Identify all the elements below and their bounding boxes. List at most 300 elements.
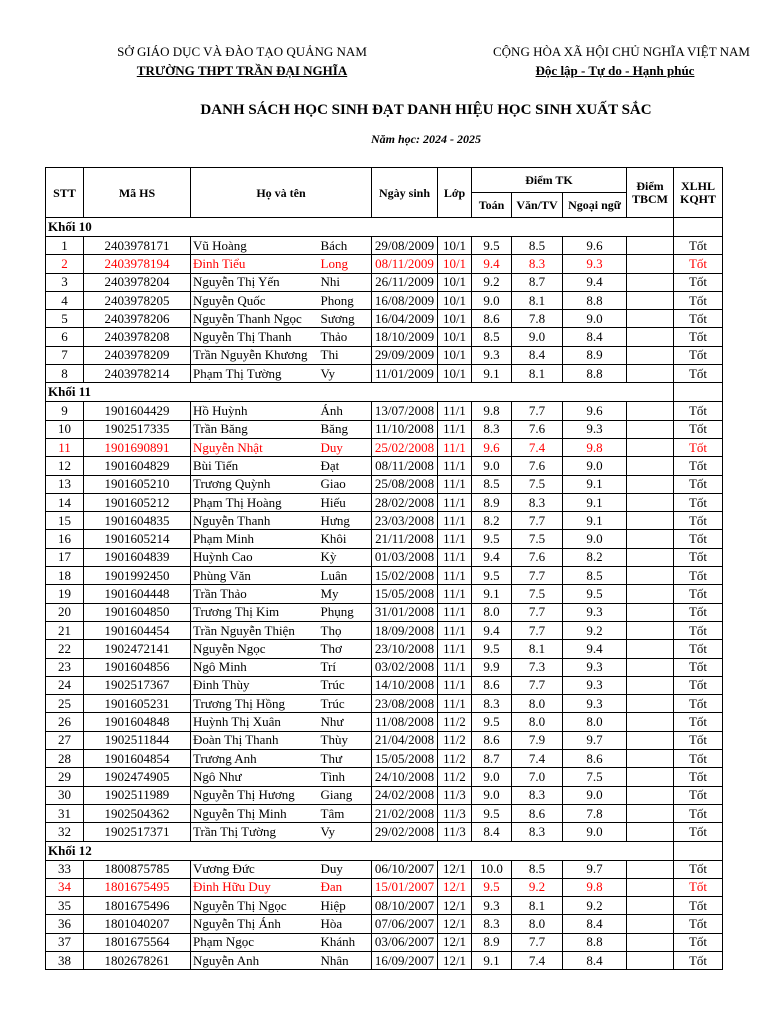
cell-stt: 9	[46, 402, 84, 420]
cell-diem-tbcm	[627, 676, 674, 694]
table-row	[46, 750, 723, 768]
cell-ten: Đạt	[319, 457, 372, 475]
cell-ten: Kỳ	[319, 548, 372, 566]
cell-xlhl: Tốt	[674, 768, 723, 786]
col-xlhl	[674, 168, 723, 218]
cell-ho-dem: Đoàn Thị Thanh	[191, 731, 319, 749]
cell-xlhl: Tốt	[674, 951, 723, 969]
cell-toan: 8.5	[472, 475, 512, 493]
table-row	[46, 897, 723, 915]
cell-ten: Luân	[319, 567, 372, 585]
cell-ngay-sinh: 29/02/2008	[372, 823, 438, 841]
cell-ho-dem: Trần Thị Tường	[191, 823, 319, 841]
cell-diem-tbcm	[627, 786, 674, 804]
cell-van: 7.6	[512, 420, 563, 438]
cell-van: 7.7	[512, 676, 563, 694]
cell-ho-dem: Trương Thị Kim	[191, 603, 319, 621]
cell-ngay-sinh: 07/06/2007	[372, 915, 438, 933]
cell-stt: 11	[46, 438, 84, 456]
cell-ngay-sinh: 14/10/2008	[372, 676, 438, 694]
cell-xlhl: Tốt	[674, 255, 723, 273]
cell-ten: Bách	[319, 237, 372, 255]
cell-van: 8.3	[512, 493, 563, 511]
cell-ten: Phụng	[319, 603, 372, 621]
cell-ho-dem: Ngô Minh	[191, 658, 319, 676]
table-row	[46, 530, 723, 548]
table-row	[46, 878, 723, 896]
cell-ten: Băng	[319, 420, 372, 438]
cell-toan: 9.1	[472, 365, 512, 383]
cell-ho-dem: Ngô Như	[191, 768, 319, 786]
table-body	[46, 218, 723, 970]
cell-xlhl: Tốt	[674, 878, 723, 896]
grade-label-filler	[674, 841, 723, 860]
cell-lop: 11/1	[438, 438, 472, 456]
cell-stt: 35	[46, 897, 84, 915]
cell-lop: 11/1	[438, 548, 472, 566]
cell-lop: 11/1	[438, 475, 472, 493]
table-row	[46, 658, 723, 676]
cell-ma-hs: 1801675564	[84, 933, 191, 951]
cell-ma-hs: 1801040207	[84, 915, 191, 933]
table-row	[46, 585, 723, 603]
cell-stt: 38	[46, 951, 84, 969]
cell-toan: 8.6	[472, 731, 512, 749]
col-xlhl-line1: XLHL	[680, 178, 715, 193]
cell-ten: Phong	[319, 291, 372, 309]
table-row	[46, 291, 723, 309]
table-row	[46, 273, 723, 291]
cell-ngay-sinh: 18/09/2008	[372, 621, 438, 639]
cell-lop: 11/2	[438, 750, 472, 768]
table-row	[46, 731, 723, 749]
cell-ten: Long	[319, 255, 372, 273]
cell-lop: 11/1	[438, 420, 472, 438]
cell-ngay-sinh: 21/02/2008	[372, 804, 438, 822]
cell-ho-dem: Vương Đức	[191, 860, 319, 878]
cell-ngay-sinh: 25/02/2008	[372, 438, 438, 456]
cell-ngay-sinh: 01/03/2008	[372, 548, 438, 566]
cell-lop: 10/1	[438, 310, 472, 328]
cell-xlhl: Tốt	[674, 823, 723, 841]
table-row	[46, 548, 723, 566]
cell-van: 8.6	[512, 804, 563, 822]
cell-stt: 21	[46, 621, 84, 639]
cell-ngoai-ngu: 8.8	[563, 365, 627, 383]
cell-diem-tbcm	[627, 731, 674, 749]
col-xlhl-line2: KQHT	[679, 191, 716, 206]
cell-stt: 16	[46, 530, 84, 548]
cell-van: 7.7	[512, 402, 563, 420]
cell-van: 8.7	[512, 273, 563, 291]
cell-ngay-sinh: 03/02/2008	[372, 658, 438, 676]
cell-ho-dem: Trương Thị Hồng	[191, 695, 319, 713]
cell-ma-hs: 2403978171	[84, 237, 191, 255]
cell-ho-dem: Nguyễn Anh	[191, 951, 319, 969]
cell-ten: Đan	[319, 878, 372, 896]
cell-xlhl: Tốt	[674, 786, 723, 804]
cell-toan: 9.3	[472, 897, 512, 915]
cell-ngoai-ngu: 9.8	[563, 438, 627, 456]
cell-diem-tbcm	[627, 346, 674, 364]
cell-diem-tbcm	[627, 823, 674, 841]
cell-ten: Vy	[319, 365, 372, 383]
cell-ngoai-ngu: 9.6	[563, 237, 627, 255]
cell-xlhl: Tốt	[674, 457, 723, 475]
cell-ma-hs: 1902472141	[84, 640, 191, 658]
cell-lop: 12/1	[438, 951, 472, 969]
cell-ho-dem: Bùi Tiến	[191, 457, 319, 475]
cell-ma-hs: 1902517335	[84, 420, 191, 438]
col-ho-ten: Họ và tên	[191, 168, 372, 218]
col-lop: Lớp	[438, 168, 472, 218]
cell-diem-tbcm	[627, 621, 674, 639]
cell-xlhl: Tốt	[674, 804, 723, 822]
cell-van: 7.6	[512, 548, 563, 566]
cell-ho-dem: Đinh Thùy	[191, 676, 319, 694]
table-header	[46, 168, 723, 218]
cell-xlhl: Tốt	[674, 328, 723, 346]
cell-van: 8.1	[512, 897, 563, 915]
col-stt: STT	[46, 168, 84, 218]
cell-van: 7.9	[512, 731, 563, 749]
cell-ma-hs: 1901604448	[84, 585, 191, 603]
cell-stt: 14	[46, 493, 84, 511]
cell-van: 8.0	[512, 695, 563, 713]
cell-xlhl: Tốt	[674, 695, 723, 713]
cell-ma-hs: 1902474905	[84, 768, 191, 786]
cell-diem-tbcm	[627, 365, 674, 383]
cell-van: 9.0	[512, 328, 563, 346]
cell-diem-tbcm	[627, 512, 674, 530]
cell-ngoai-ngu: 8.6	[563, 750, 627, 768]
cell-ho-dem: Phạm Thị Hoàng	[191, 493, 319, 511]
cell-ngay-sinh: 18/10/2009	[372, 328, 438, 346]
cell-toan: 9.0	[472, 786, 512, 804]
cell-lop: 11/1	[438, 567, 472, 585]
cell-ngay-sinh: 11/01/2009	[372, 365, 438, 383]
cell-diem-tbcm	[627, 530, 674, 548]
cell-ngay-sinh: 13/07/2008	[372, 402, 438, 420]
cell-ngoai-ngu: 9.8	[563, 878, 627, 896]
cell-ma-hs: 2403978194	[84, 255, 191, 273]
cell-lop: 11/1	[438, 493, 472, 511]
cell-diem-tbcm	[627, 402, 674, 420]
cell-stt: 31	[46, 804, 84, 822]
cell-xlhl: Tốt	[674, 493, 723, 511]
cell-xlhl: Tốt	[674, 731, 723, 749]
table-row	[46, 346, 723, 364]
cell-stt: 24	[46, 676, 84, 694]
table-row	[46, 310, 723, 328]
cell-lop: 10/1	[438, 255, 472, 273]
cell-van: 8.3	[512, 823, 563, 841]
cell-diem-tbcm	[627, 291, 674, 309]
cell-ngoai-ngu: 9.3	[563, 420, 627, 438]
cell-ngoai-ngu: 8.4	[563, 328, 627, 346]
cell-xlhl: Tốt	[674, 860, 723, 878]
cell-ngoai-ngu: 8.9	[563, 346, 627, 364]
cell-ten: Hiếu	[319, 493, 372, 511]
cell-ngoai-ngu: 8.0	[563, 713, 627, 731]
cell-xlhl: Tốt	[674, 750, 723, 768]
table-row	[46, 695, 723, 713]
table-row	[46, 713, 723, 731]
cell-ngoai-ngu: 9.3	[563, 695, 627, 713]
cell-diem-tbcm	[627, 640, 674, 658]
table-row	[46, 512, 723, 530]
grade-group-row	[46, 383, 723, 402]
cell-xlhl: Tốt	[674, 402, 723, 420]
cell-van: 8.5	[512, 860, 563, 878]
cell-ma-hs: 1901604835	[84, 512, 191, 530]
cell-stt: 20	[46, 603, 84, 621]
cell-lop: 11/3	[438, 823, 472, 841]
cell-stt: 8	[46, 365, 84, 383]
cell-diem-tbcm	[627, 420, 674, 438]
cell-ngay-sinh: 08/11/2008	[372, 457, 438, 475]
cell-lop: 11/1	[438, 457, 472, 475]
cell-stt: 15	[46, 512, 84, 530]
cell-toan: 8.3	[472, 695, 512, 713]
cell-xlhl: Tốt	[674, 291, 723, 309]
cell-toan: 9.5	[472, 567, 512, 585]
table-row	[46, 402, 723, 420]
cell-xlhl: Tốt	[674, 585, 723, 603]
national-motto	[490, 63, 740, 79]
cell-ho-dem: Hồ Huỳnh	[191, 402, 319, 420]
cell-xlhl: Tốt	[674, 237, 723, 255]
department-name: SỞ GIÁO DỤC VÀ ĐÀO TẠO QUẢNG NAM	[117, 44, 367, 59]
cell-ngoai-ngu: 9.4	[563, 640, 627, 658]
cell-ma-hs: 1901604848	[84, 713, 191, 731]
cell-ho-dem: Đinh Tiểu	[191, 255, 319, 273]
national-motto-text: Độc lập - Tự do - Hạnh phúc	[535, 63, 695, 78]
table-row	[46, 676, 723, 694]
cell-van: 7.8	[512, 310, 563, 328]
cell-ma-hs: 1800875785	[84, 860, 191, 878]
cell-lop: 11/1	[438, 695, 472, 713]
cell-ho-dem: Phạm Minh	[191, 530, 319, 548]
cell-xlhl: Tốt	[674, 897, 723, 915]
cell-ten: Khánh	[319, 933, 372, 951]
cell-stt: 26	[46, 713, 84, 731]
cell-toan: 8.7	[472, 750, 512, 768]
cell-stt: 30	[46, 786, 84, 804]
cell-ten: Hòa	[319, 915, 372, 933]
grade-label-filler	[674, 383, 723, 402]
cell-ma-hs: 1901605210	[84, 475, 191, 493]
cell-toan: 8.9	[472, 493, 512, 511]
cell-xlhl: Tốt	[674, 475, 723, 493]
cell-diem-tbcm	[627, 603, 674, 621]
cell-toan: 8.5	[472, 328, 512, 346]
cell-xlhl: Tốt	[674, 420, 723, 438]
cell-ngoai-ngu: 7.8	[563, 804, 627, 822]
cell-diem-tbcm	[627, 475, 674, 493]
cell-ten: Nhi	[319, 273, 372, 291]
cell-diem-tbcm	[627, 897, 674, 915]
cell-stt: 29	[46, 768, 84, 786]
cell-diem-tbcm	[627, 548, 674, 566]
cell-ngoai-ngu: 9.0	[563, 530, 627, 548]
cell-ngoai-ngu: 8.4	[563, 915, 627, 933]
cell-ma-hs: 1901604454	[84, 621, 191, 639]
cell-ho-dem: Nguyễn Thị Minh	[191, 804, 319, 822]
cell-stt: 1	[46, 237, 84, 255]
cell-ho-dem: Vũ Hoàng	[191, 237, 319, 255]
cell-ten: Tâm	[319, 804, 372, 822]
cell-toan: 9.1	[472, 951, 512, 969]
cell-stt: 32	[46, 823, 84, 841]
cell-toan: 8.3	[472, 420, 512, 438]
cell-diem-tbcm	[627, 951, 674, 969]
col-ngoai-ngu: Ngoại ngữ	[563, 193, 627, 218]
cell-lop: 10/1	[438, 273, 472, 291]
cell-stt: 17	[46, 548, 84, 566]
cell-ngoai-ngu: 9.7	[563, 860, 627, 878]
cell-ma-hs: 1901690891	[84, 438, 191, 456]
table-row	[46, 438, 723, 456]
cell-ma-hs: 1901604839	[84, 548, 191, 566]
cell-diem-tbcm	[627, 310, 674, 328]
cell-lop: 10/1	[438, 237, 472, 255]
cell-lop: 11/1	[438, 402, 472, 420]
cell-ngay-sinh: 29/09/2009	[372, 346, 438, 364]
cell-ten: Tình	[319, 768, 372, 786]
cell-van: 7.7	[512, 512, 563, 530]
cell-stt: 4	[46, 291, 84, 309]
cell-van: 7.4	[512, 750, 563, 768]
cell-toan: 9.8	[472, 402, 512, 420]
cell-van: 8.0	[512, 915, 563, 933]
table-row	[46, 567, 723, 585]
cell-ngoai-ngu: 8.4	[563, 951, 627, 969]
cell-stt: 23	[46, 658, 84, 676]
col-van: Văn/TV	[512, 193, 563, 218]
cell-lop: 12/1	[438, 897, 472, 915]
cell-ma-hs: 1801675496	[84, 897, 191, 915]
cell-ten: Duy	[319, 438, 372, 456]
cell-ten: Trúc	[319, 695, 372, 713]
cell-ngay-sinh: 25/08/2008	[372, 475, 438, 493]
cell-diem-tbcm	[627, 255, 674, 273]
cell-ngay-sinh: 26/11/2009	[372, 273, 438, 291]
cell-ngoai-ngu: 9.0	[563, 310, 627, 328]
cell-van: 7.4	[512, 951, 563, 969]
cell-ma-hs: 1901605231	[84, 695, 191, 713]
cell-ngay-sinh: 23/03/2008	[372, 512, 438, 530]
cell-diem-tbcm	[627, 237, 674, 255]
cell-stt: 27	[46, 731, 84, 749]
cell-ngay-sinh: 15/01/2007	[372, 878, 438, 896]
cell-ho-dem: Huỳnh Thị Xuân	[191, 713, 319, 731]
cell-ten: Thư	[319, 750, 372, 768]
cell-ho-dem: Nguyễn Nhật	[191, 438, 319, 456]
cell-stt: 25	[46, 695, 84, 713]
cell-ten: My	[319, 585, 372, 603]
cell-van: 7.5	[512, 585, 563, 603]
cell-diem-tbcm	[627, 750, 674, 768]
cell-ten: Vy	[319, 823, 372, 841]
table-row	[46, 328, 723, 346]
cell-ten: Hiệp	[319, 897, 372, 915]
cell-ngoai-ngu: 8.8	[563, 291, 627, 309]
cell-stt: 2	[46, 255, 84, 273]
cell-stt: 33	[46, 860, 84, 878]
cell-ten: Thi	[319, 346, 372, 364]
cell-ngay-sinh: 11/08/2008	[372, 713, 438, 731]
grade-group-row	[46, 218, 723, 237]
cell-ngoai-ngu: 9.5	[563, 585, 627, 603]
cell-van: 7.7	[512, 603, 563, 621]
cell-ngoai-ngu: 9.3	[563, 658, 627, 676]
cell-xlhl: Tốt	[674, 603, 723, 621]
cell-lop: 10/1	[438, 328, 472, 346]
cell-ma-hs: 1802678261	[84, 951, 191, 969]
cell-ten: Trí	[319, 658, 372, 676]
cell-lop: 11/1	[438, 640, 472, 658]
col-ngay-sinh: Ngày sinh	[372, 168, 438, 218]
cell-ho-dem: Trần Nguyễn Thiện	[191, 621, 319, 639]
table-row	[46, 475, 723, 493]
table-row	[46, 768, 723, 786]
cell-ten: Thùy	[319, 731, 372, 749]
cell-diem-tbcm	[627, 915, 674, 933]
cell-toan: 9.6	[472, 438, 512, 456]
cell-toan: 9.3	[472, 346, 512, 364]
cell-van: 7.7	[512, 567, 563, 585]
cell-lop: 11/1	[438, 621, 472, 639]
table-row	[46, 933, 723, 951]
table-row	[46, 457, 723, 475]
cell-ma-hs: 1901992450	[84, 567, 191, 585]
cell-ma-hs: 2403978209	[84, 346, 191, 364]
cell-diem-tbcm	[627, 567, 674, 585]
cell-lop: 11/2	[438, 731, 472, 749]
cell-ngoai-ngu: 8.2	[563, 548, 627, 566]
col-diem-tbcm-line1: Điểm	[636, 178, 664, 193]
cell-xlhl: Tốt	[674, 621, 723, 639]
cell-xlhl: Tốt	[674, 438, 723, 456]
grade-label: Khối 10	[46, 218, 674, 237]
table-row	[46, 365, 723, 383]
cell-xlhl: Tốt	[674, 676, 723, 694]
cell-stt: 37	[46, 933, 84, 951]
cell-ma-hs: 1902511844	[84, 731, 191, 749]
cell-ngoai-ngu: 9.0	[563, 786, 627, 804]
cell-van: 7.7	[512, 621, 563, 639]
grade-label-filler	[674, 218, 723, 237]
cell-toan: 9.5	[472, 640, 512, 658]
cell-ten: Thơ	[319, 640, 372, 658]
table-row	[46, 603, 723, 621]
cell-toan: 8.6	[472, 676, 512, 694]
cell-ten: Duy	[319, 860, 372, 878]
cell-xlhl: Tốt	[674, 933, 723, 951]
cell-diem-tbcm	[627, 768, 674, 786]
cell-xlhl: Tốt	[674, 658, 723, 676]
cell-lop: 11/1	[438, 658, 472, 676]
cell-diem-tbcm	[627, 804, 674, 822]
cell-ten: Như	[319, 713, 372, 731]
cell-ngay-sinh: 24/02/2008	[372, 786, 438, 804]
cell-ho-dem: Nguyễn Thanh	[191, 512, 319, 530]
cell-toan: 9.4	[472, 548, 512, 566]
cell-diem-tbcm	[627, 438, 674, 456]
cell-diem-tbcm	[627, 273, 674, 291]
cell-ho-dem: Nguyễn Thị Thanh	[191, 328, 319, 346]
